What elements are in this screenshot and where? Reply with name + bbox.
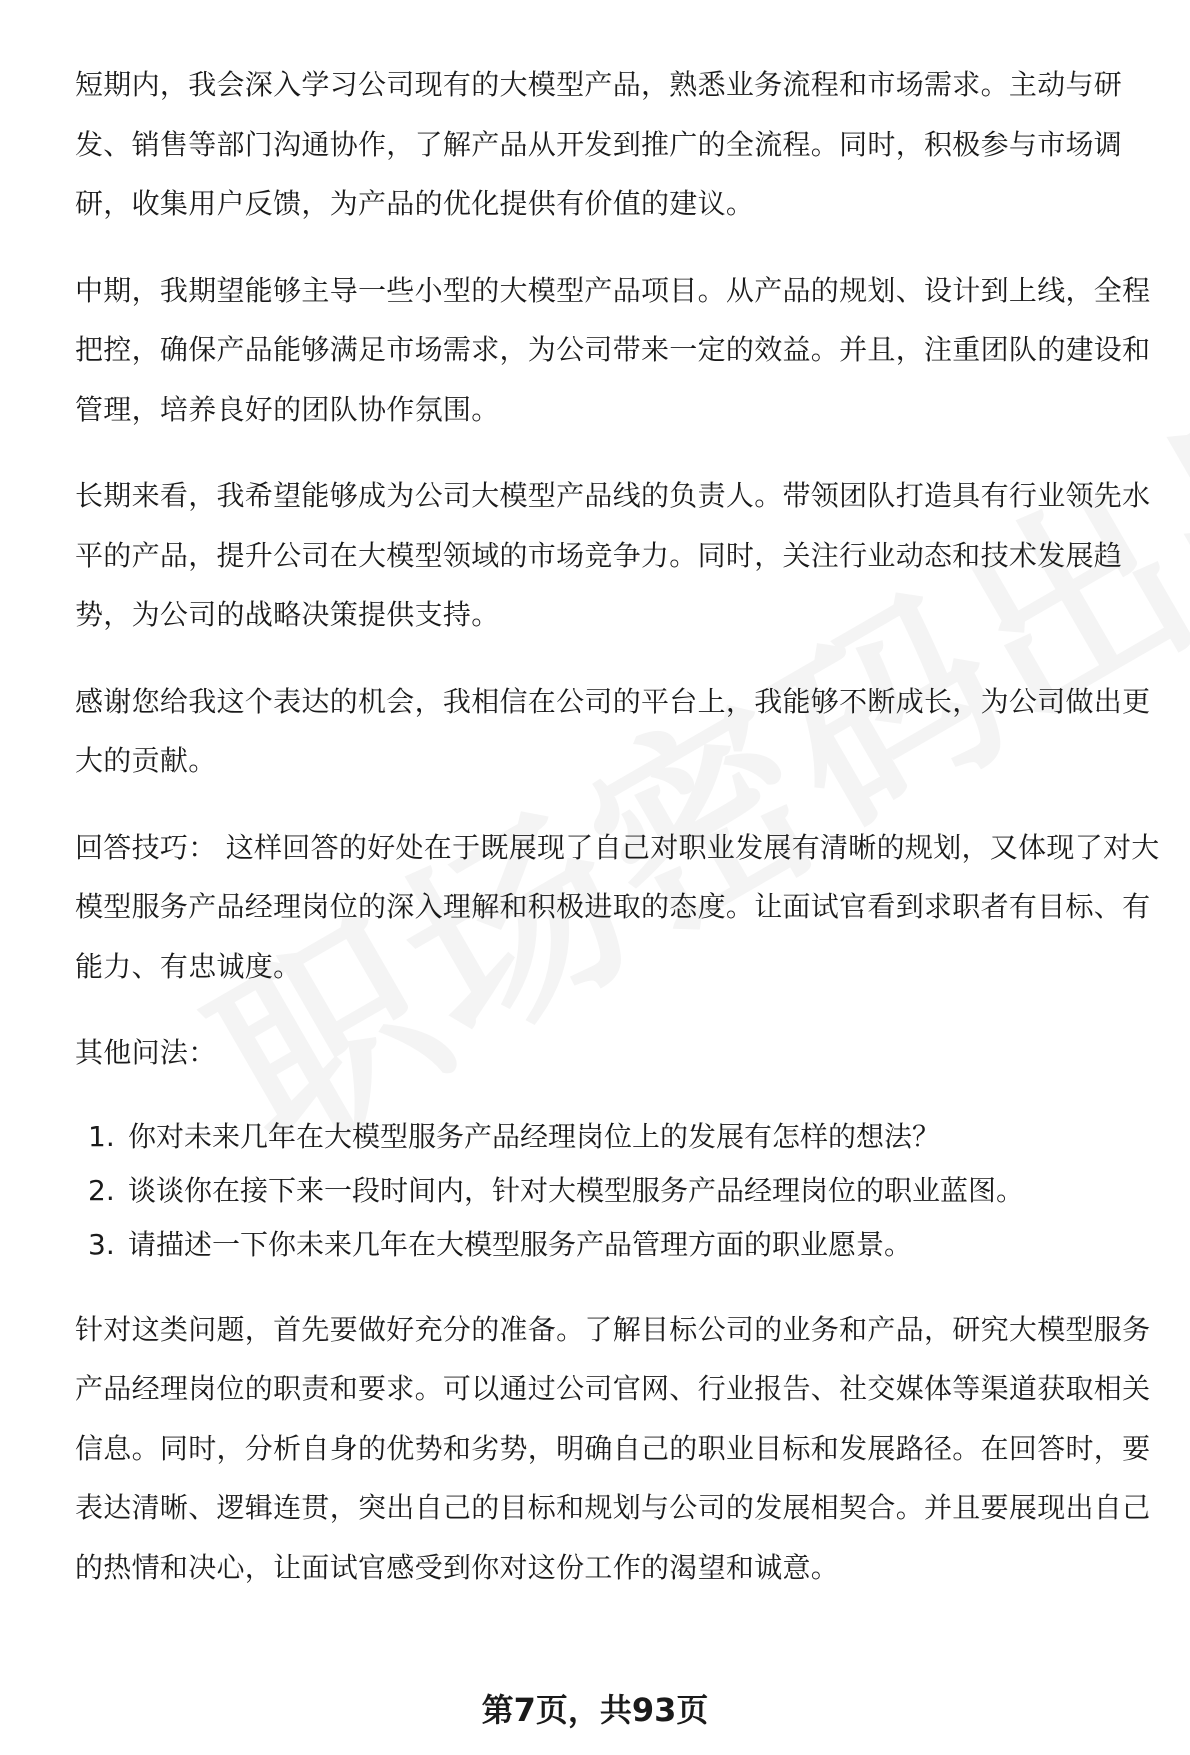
list-item-text: 你对未来几年在大模型服务产品经理岗位上的发展有怎样的想法？: [128, 1119, 941, 1153]
list-item-number: 2.: [88, 1173, 115, 1207]
paragraph-short-term: 短期内，我会深入学习公司现有的大模型产品，熟悉业务流程和市场需求。主动与研发、销售等部门沟通协作，了解产品从开发到推广的全流程。同时，积极参与市场调研，收集用户反馈，为产品的优化提供有价值的建议。: [75, 68, 1123, 220]
paragraph-mid-term: 中期，我期望能够主导一些小型的大模型产品项目。从产品的规划、设计到上线，全程把控，确保产品能够满足市场需求，为公司带来一定的效益。并且，注重团队的建设和管理，培养良好的团队协作氛围。: [75, 273, 1151, 426]
list-item: [75, 1110, 1175, 1164]
list-item: [75, 1164, 1175, 1218]
paragraph-preparation-advice: 针对这类问题，首先要做好充分的准备。了解目标公司的业务和产品，研究大模型服务产品经理岗位的职责和要求。可以通过公司官网、行业报告、社交媒体等渠道获取相关信息。同时，分析自身的优势和劣势，明确自己的职业目标和发展路径。在回答时，要表达清晰、逻辑连贯，突出自己的目标和规划与公司的发展相契合。并且要展现出自己的热情和决心，让面试官感受到你对这份工作的渴望和诚意。: [75, 1312, 1151, 1584]
paragraph-other-questions-heading: 其他问法：: [75, 1036, 217, 1069]
paragraph-thanks: 感谢您给我这个表达的机会，我相信在公司的平台上，我能够不断成长，为公司做出更大的贡献。: [75, 684, 1151, 777]
paragraph-long-term: 长期来看，我希望能够成为公司大模型产品线的负责人。带领团队打造具有行业领先水平的产品，提升公司在大模型领域的市场竞争力。同时，关注行业动态和技术发展趋势，为公司的战略决策提供支持。: [75, 479, 1151, 631]
paragraph-answer-tips: 回答技巧： 这样回答的好处在于既展现了自己对职业发展有清晰的规划，又体现了对大模型服务产品经理岗位的深入理解和积极进取的态度。让面试官看到求职者有目标、有能力、有忠诚度。: [75, 830, 1160, 983]
list-item: [75, 1218, 1175, 1272]
list-item-number: 1.: [88, 1119, 115, 1153]
alternate-questions-list: [75, 1110, 1175, 1272]
page-number: 第7页，共93页: [481, 1691, 709, 1729]
document-body: [75, 55, 1175, 1624]
list-item-text: 谈谈你在接下来一段时间内，针对大模型服务产品经理岗位的职业蓝图。: [128, 1173, 1025, 1207]
list-item-text: 请描述一下你未来几年在大模型服务产品管理方面的职业愿景。: [128, 1227, 913, 1261]
list-item-number: 3.: [88, 1227, 115, 1261]
